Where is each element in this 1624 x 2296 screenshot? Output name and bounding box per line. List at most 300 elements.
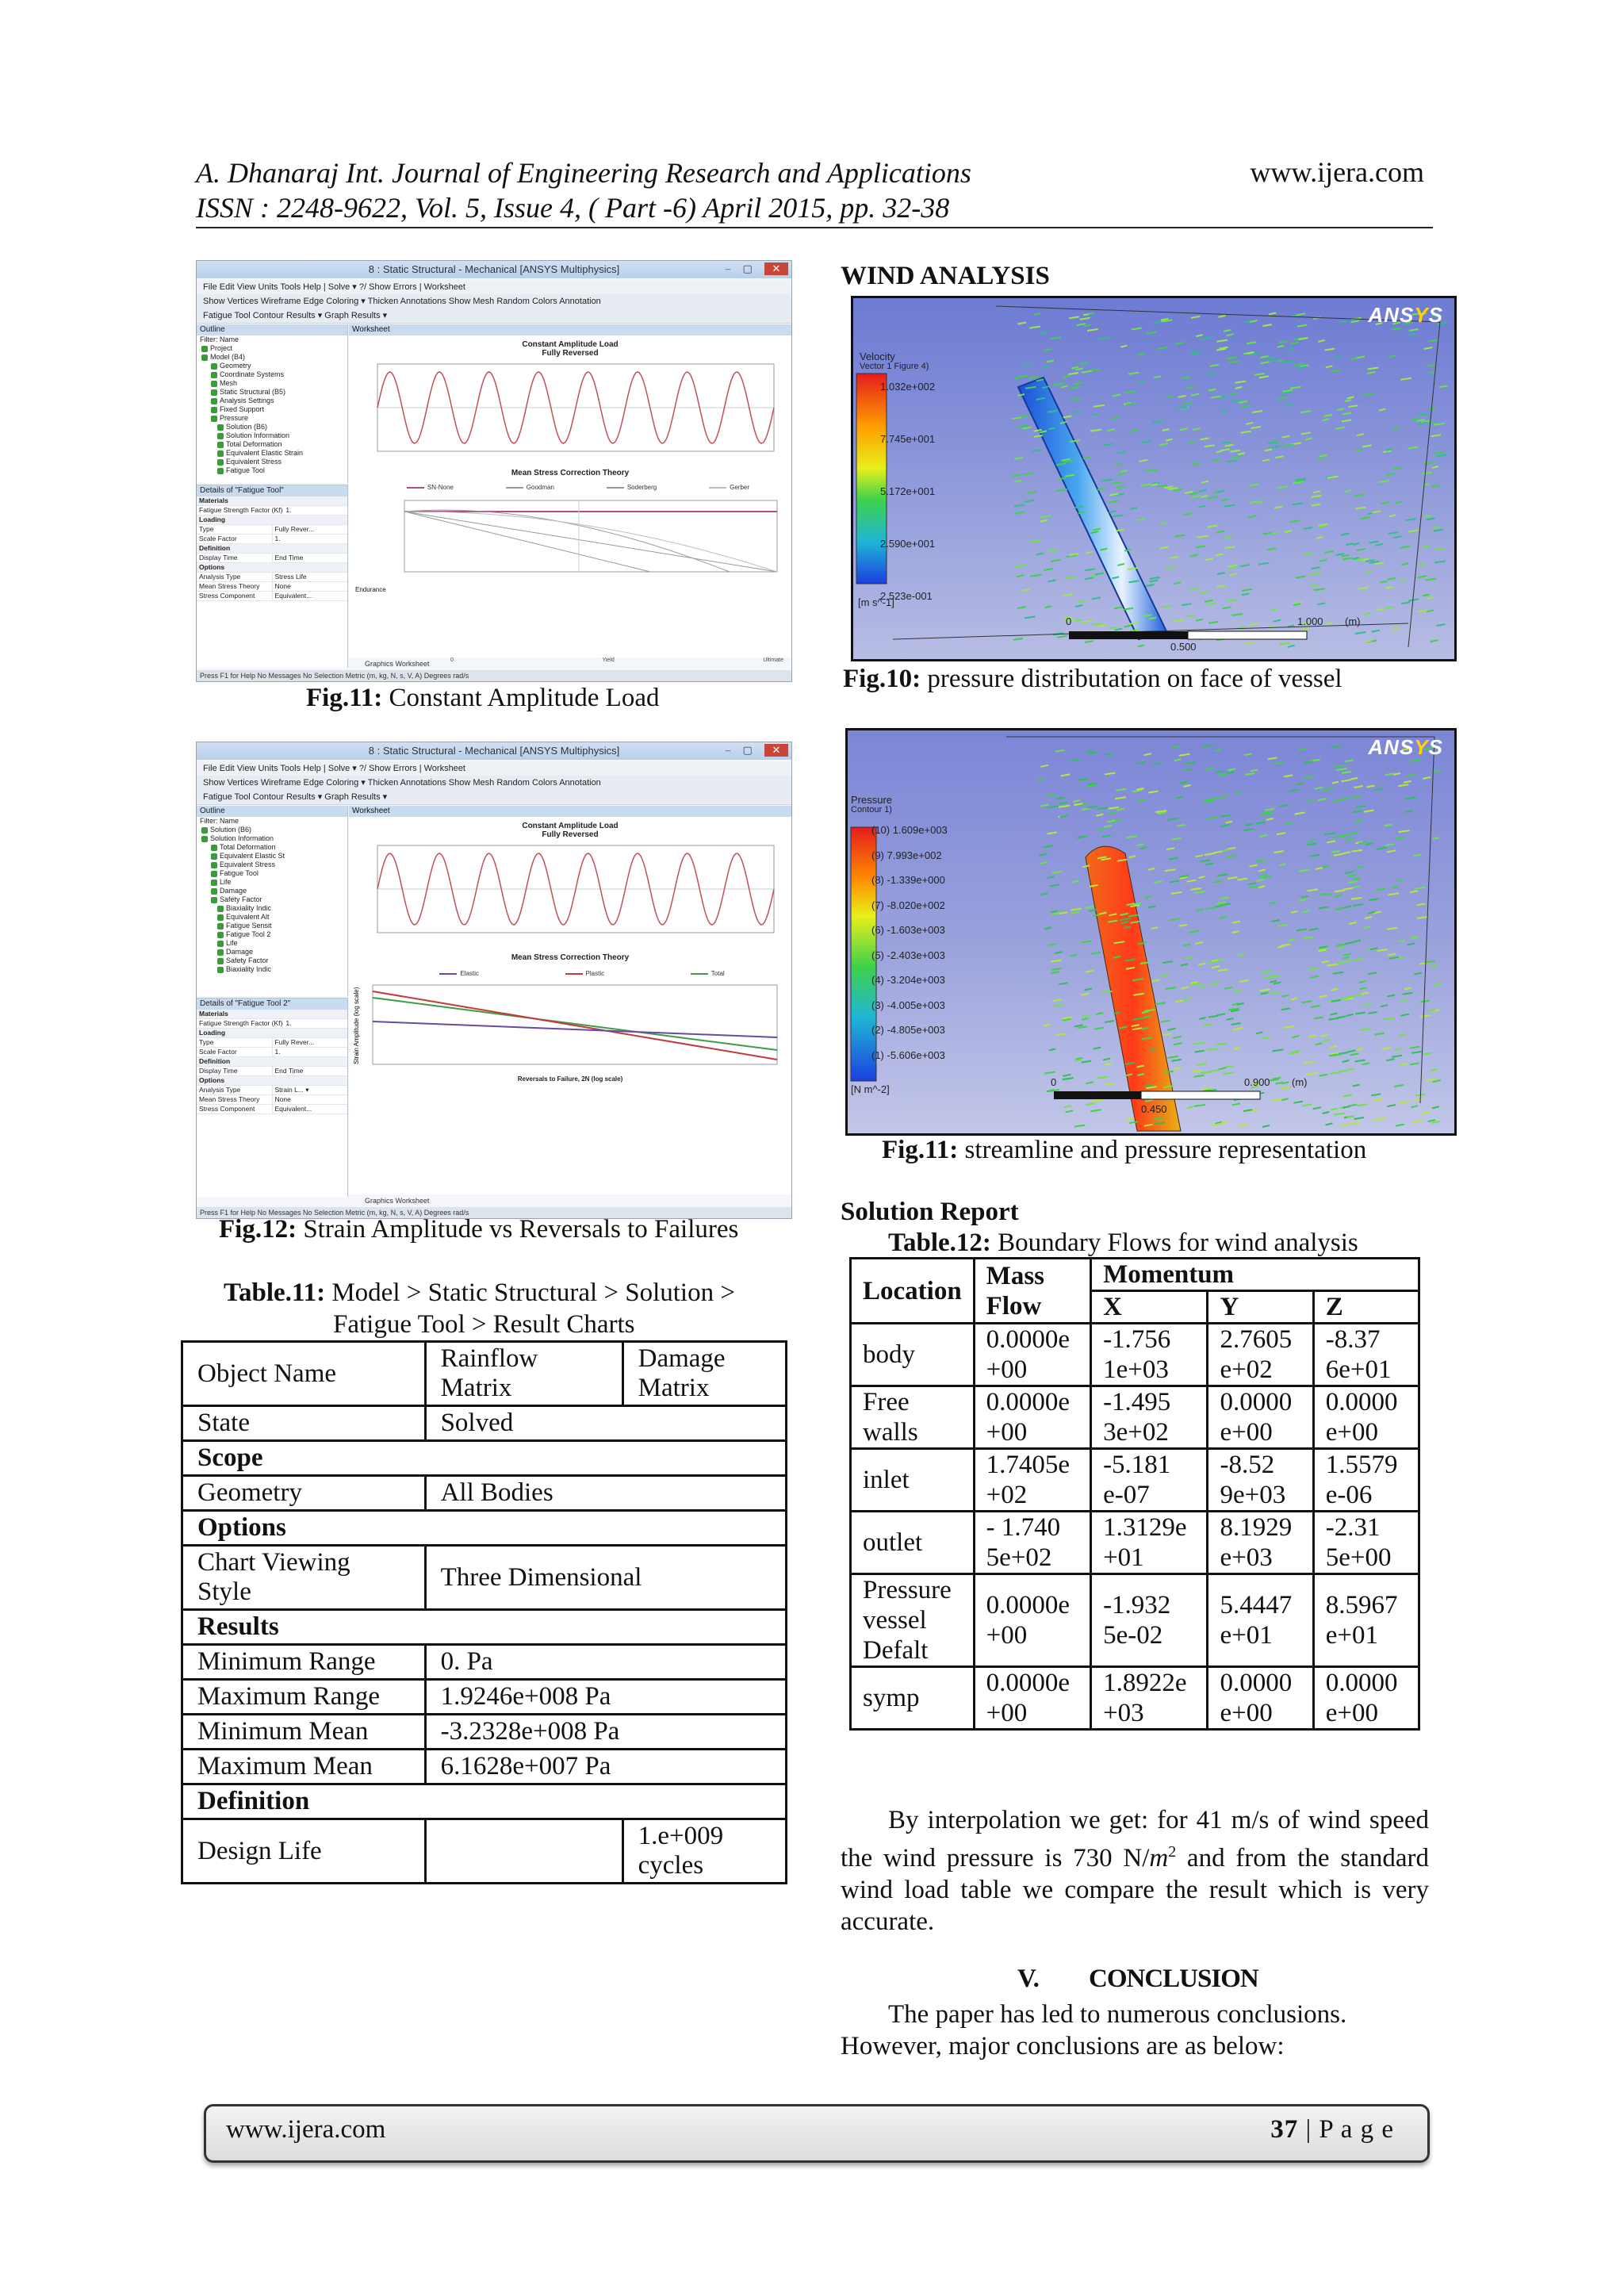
flow-vector <box>1349 1122 1360 1124</box>
flow-vector <box>1130 508 1137 509</box>
tree-node: Fatigue Tool 2 <box>197 930 347 939</box>
cell-mass: 0.0000e +00 <box>974 1386 1090 1449</box>
flow-vector <box>1248 516 1256 517</box>
flow-vector <box>1061 774 1070 776</box>
details-row <box>197 1019 347 1029</box>
cell-y: 0.0000 e+00 <box>1208 1386 1313 1449</box>
flow-vector <box>1395 1048 1402 1050</box>
legend-level: (10) 1.609e+003 <box>871 824 948 836</box>
flow-vector <box>1148 792 1158 793</box>
flow-vector <box>1344 490 1351 492</box>
flow-vector <box>1274 851 1284 853</box>
table-row <box>182 1406 787 1441</box>
flow-vector <box>1143 896 1151 898</box>
flow-vector <box>1377 848 1387 849</box>
flow-vector <box>1399 1102 1409 1103</box>
flow-vector <box>1310 855 1320 857</box>
tree-node: Static Structural (B5) <box>197 388 347 397</box>
flow-vector <box>1190 493 1198 495</box>
flow-vector <box>1342 420 1351 422</box>
flow-vector <box>1271 532 1278 534</box>
footer-website[interactable]: www.ijera.com <box>226 2115 386 2144</box>
worksheet-title: Worksheet <box>349 806 791 817</box>
details-key: Loading <box>199 1029 226 1037</box>
flow-vector <box>1261 362 1270 363</box>
tree-node-icon <box>201 346 208 352</box>
table-row <box>182 1680 787 1715</box>
flow-vector <box>1038 779 1045 780</box>
flow-vector <box>1431 435 1441 436</box>
flow-vector <box>1170 858 1179 860</box>
flow-vector <box>1020 375 1028 377</box>
flow-vector <box>1434 561 1446 562</box>
flow-vector <box>1361 517 1369 519</box>
flow-vector <box>1101 480 1113 481</box>
flow-vector <box>1166 396 1174 397</box>
strain-legend <box>396 970 768 977</box>
flow-vector <box>1411 1052 1422 1053</box>
flow-vector <box>1410 1047 1419 1048</box>
details-value: 1. <box>272 1048 348 1056</box>
tree-node: Model (B4) <box>197 353 347 362</box>
flow-vector <box>1308 1035 1316 1037</box>
row-label: Object Name <box>182 1342 426 1406</box>
tree-node: Solution Information <box>197 834 347 843</box>
issn-line: ISSN : 2248-9622, Vol. 5, Issue 4, ( Part -6) April 2015, pp. 32-38 <box>196 192 950 224</box>
tree-node: Solution (B6) <box>197 826 347 834</box>
row-label: Minimum Mean <box>182 1715 426 1750</box>
flow-vector <box>1328 1018 1339 1020</box>
flow-vector <box>1282 436 1290 438</box>
tree-node-icon <box>211 381 217 387</box>
tree-node-icon <box>211 407 217 413</box>
flow-vector <box>1136 844 1143 845</box>
flow-vector <box>1357 549 1366 550</box>
flow-vector <box>1220 815 1231 817</box>
row-label: Design Life <box>182 1819 426 1884</box>
tree-node: Solution (B6) <box>197 423 347 431</box>
flow-vector <box>1304 937 1312 938</box>
flow-vector <box>1423 777 1431 779</box>
flow-vector <box>1339 321 1346 323</box>
flow-vector <box>1336 554 1344 555</box>
flow-vector <box>1293 1036 1300 1037</box>
flow-vector <box>1334 854 1343 856</box>
flow-vector <box>1195 942 1203 944</box>
legend-level: (7) -8.020e+002 <box>871 899 945 911</box>
flow-vector <box>1172 1060 1182 1061</box>
flow-vector <box>1331 1046 1337 1048</box>
flow-vector <box>1380 1118 1386 1120</box>
flow-vector <box>1345 760 1354 761</box>
flow-vector <box>1095 573 1104 575</box>
flow-vector <box>1311 585 1318 586</box>
flow-vector <box>1045 1072 1055 1074</box>
flow-vector <box>1326 1123 1333 1125</box>
flow-vector <box>1165 869 1176 871</box>
status-bar: Press F1 for Help No Messages No Selection Metric (m, kg, N, s, V, A) Degrees rad/s <box>197 670 791 681</box>
flow-vector <box>1040 862 1047 864</box>
flow-vector <box>1240 565 1250 566</box>
flow-vector <box>1343 954 1351 956</box>
view-tabs: Graphics Worksheet <box>365 660 430 668</box>
flow-vector <box>1212 797 1221 799</box>
flow-vector <box>1309 929 1319 930</box>
flow-vector <box>1114 607 1123 608</box>
legend-swatch <box>407 487 424 489</box>
tree-node-icon <box>217 941 224 947</box>
ansys-logo: ANSYS <box>1368 735 1443 759</box>
legend-level: (2) -4.805e+003 <box>871 1024 945 1036</box>
flow-vector <box>1073 800 1080 802</box>
fig-caption-text: streamline and pressure representation <box>958 1136 1367 1164</box>
tree-node: Equivalent Alt <box>197 913 347 922</box>
flow-vector <box>1274 983 1281 984</box>
details-key: Definition <box>199 1057 231 1065</box>
flow-vector <box>1118 473 1124 475</box>
flow-vector <box>1092 414 1098 416</box>
flow-vector <box>1097 1077 1109 1079</box>
flow-vector <box>1174 1043 1182 1045</box>
flow-vector <box>1417 420 1425 421</box>
flow-vector <box>1074 1125 1085 1127</box>
flow-vector <box>1307 843 1317 845</box>
flow-vector <box>1141 485 1151 486</box>
flow-vector <box>1211 397 1221 398</box>
flow-vector <box>1052 999 1062 1001</box>
flow-vector <box>1349 922 1357 924</box>
flow-vector <box>1389 355 1396 357</box>
flow-vector <box>1347 1050 1355 1052</box>
flow-vector <box>1353 558 1359 559</box>
flow-vector <box>1085 641 1094 642</box>
flow-vector <box>1396 1125 1404 1126</box>
flow-vector <box>1345 400 1352 401</box>
legend-unit: [m s^-1] <box>858 596 894 608</box>
flow-vector <box>1224 505 1235 507</box>
flow-vector <box>1229 362 1239 363</box>
worksheet-pane <box>349 324 791 657</box>
cell-mass: 0.0000e +00 <box>974 1574 1090 1667</box>
flow-vector <box>1358 588 1369 589</box>
flow-vector <box>1313 1107 1321 1109</box>
flow-vector <box>1350 358 1358 359</box>
legend-level: (1) -5.606e+003 <box>871 1048 945 1061</box>
flow-vector <box>1018 323 1027 324</box>
tree-node: Biaxiality Indic <box>197 965 347 974</box>
flow-vector <box>1151 470 1159 471</box>
flow-vector <box>1105 753 1113 755</box>
details-key: Display Time <box>199 1067 238 1075</box>
flow-vector <box>1259 376 1269 378</box>
sine-plot <box>349 839 790 942</box>
msc-title: Mean Stress Correction Theory <box>511 469 630 477</box>
flow-vector <box>1342 1095 1352 1097</box>
flow-vector <box>1380 581 1387 583</box>
flow-vector <box>1277 833 1285 834</box>
flow-vector <box>1285 531 1292 532</box>
details-row <box>197 573 347 582</box>
flow-vector <box>1229 573 1236 575</box>
flow-vector <box>1320 560 1327 562</box>
flow-vector <box>1401 563 1408 565</box>
flow-vector <box>1208 622 1218 623</box>
flow-vector <box>1077 836 1087 838</box>
flow-vector <box>1054 1004 1064 1006</box>
flow-vector <box>1017 607 1026 608</box>
flow-vector <box>1391 887 1399 888</box>
tree-node-icon <box>201 355 208 361</box>
axis-tick-label: 0 <box>450 657 454 663</box>
tree-node: Solution Information <box>197 431 347 440</box>
legend-level: (9) 7.993e+002 <box>871 849 942 861</box>
flow-vector <box>1224 987 1233 989</box>
flow-vector <box>1297 366 1307 368</box>
flow-vector <box>1332 782 1339 784</box>
flow-vector <box>1248 883 1256 884</box>
flow-vector <box>1194 1042 1205 1044</box>
flow-vector <box>1258 563 1269 565</box>
flow-vector <box>1342 834 1352 836</box>
flow-vector <box>1203 1024 1212 1025</box>
flow-vector <box>1336 944 1346 945</box>
flow-vector <box>1318 340 1324 342</box>
flow-vector <box>1270 981 1277 983</box>
flow-vector <box>1272 1099 1282 1101</box>
flow-vector <box>1124 626 1132 627</box>
flow-vector <box>1340 1125 1348 1126</box>
row-value: 1.9246e+008 Pa <box>425 1680 786 1715</box>
flow-vector <box>1201 496 1208 497</box>
para-text-2: and from the standard wind load table we compare the result which is very accurate. <box>841 1844 1429 1936</box>
tree-node-icon <box>211 845 217 851</box>
flow-vector <box>1399 956 1405 958</box>
conclusion-line2: However, major conclusions are as below: <box>841 2032 1285 2060</box>
flow-vector <box>1365 560 1374 562</box>
flow-vector <box>1415 887 1425 889</box>
flow-vector <box>1233 991 1242 992</box>
flow-vector <box>1327 841 1335 842</box>
flow-vector <box>1363 927 1371 929</box>
flow-vector <box>1166 848 1174 849</box>
details-value: Fully Rever... <box>272 1038 348 1047</box>
flow-vector <box>1335 427 1345 429</box>
flow-vector <box>1412 1121 1423 1122</box>
table-row <box>182 1645 787 1680</box>
flow-vector <box>1235 792 1243 793</box>
flow-vector <box>1416 904 1425 906</box>
flow-vector <box>1032 450 1042 451</box>
flow-vector <box>1198 987 1205 988</box>
flow-vector <box>1258 875 1267 876</box>
flow-vector <box>1426 579 1437 581</box>
cell-loc: symp <box>851 1667 975 1730</box>
flow-vector <box>1074 1060 1082 1061</box>
flow-vector <box>1266 818 1274 820</box>
flow-vector <box>1115 797 1126 799</box>
flow-vector <box>1249 623 1258 625</box>
flow-vector <box>1040 332 1048 333</box>
flow-vector <box>1239 980 1248 982</box>
flow-vector <box>1207 1048 1217 1050</box>
flow-vector <box>1061 386 1068 388</box>
legend-swatch <box>709 487 726 489</box>
details-row <box>197 592 347 601</box>
flow-vector <box>1366 786 1374 788</box>
cell-x: -5.181 e-07 <box>1091 1449 1208 1512</box>
flow-vector <box>1033 313 1040 315</box>
axis-tick-label: Ultimate <box>763 657 783 663</box>
flow-vector <box>1223 607 1231 608</box>
tree-node: Biaxiality Indic <box>197 904 347 913</box>
flow-vector <box>1105 1021 1114 1022</box>
flow-vector <box>1029 327 1040 328</box>
flow-vector <box>1277 360 1284 362</box>
flow-vector <box>1272 920 1281 922</box>
flow-vector <box>1351 832 1358 834</box>
flow-vector <box>1078 1026 1087 1028</box>
flow-vector <box>1151 927 1159 929</box>
flow-vector <box>1187 880 1197 882</box>
flow-vector <box>1401 602 1410 604</box>
flow-vector <box>1075 605 1082 607</box>
flow-vector <box>1051 911 1058 913</box>
flow-vector <box>1418 576 1427 577</box>
flow-vector <box>1242 593 1250 595</box>
flow-vector <box>1174 582 1181 584</box>
flow-vector <box>1015 512 1025 514</box>
flow-vector <box>1270 447 1281 448</box>
flow-vector <box>1289 1052 1299 1054</box>
flow-vector <box>1331 989 1339 991</box>
journal-website[interactable]: www.ijera.com <box>1250 156 1424 188</box>
flow-vector <box>1154 322 1160 324</box>
tree-node: Fixed Support <box>197 405 347 414</box>
flow-vector <box>1299 899 1306 901</box>
tree-node-icon <box>211 389 217 396</box>
velocity-field <box>853 298 1454 659</box>
cell-x: -1.756 1e+03 <box>1091 1324 1208 1386</box>
flow-vector <box>1406 811 1413 812</box>
strain-xlabel: Reversals to Failure, 2N (log scale) <box>517 1075 623 1083</box>
filter-row: Filter: Name <box>200 335 239 343</box>
flow-vector <box>1418 611 1427 612</box>
flow-vector <box>1400 1014 1409 1016</box>
cell-y: 8.1929 e+03 <box>1208 1512 1313 1574</box>
flow-vector <box>1435 548 1445 550</box>
flow-vector <box>1109 627 1117 629</box>
fig11-right-caption <box>882 1134 1366 1166</box>
para-unit: m <box>1149 1844 1169 1872</box>
flow-vector <box>1339 947 1345 949</box>
flow-vector <box>1187 442 1194 443</box>
flow-vector <box>1224 1072 1234 1074</box>
flow-vector <box>1285 822 1293 824</box>
flow-vector <box>1072 880 1078 882</box>
flow-vector <box>1290 387 1301 389</box>
flow-vector <box>1090 1110 1101 1111</box>
flow-vector <box>1228 877 1238 879</box>
flow-vector <box>1297 325 1307 327</box>
flow-vector <box>1042 366 1049 368</box>
flow-vector <box>1331 1109 1338 1110</box>
flow-vector <box>1070 955 1077 956</box>
flow-vector <box>1423 595 1430 596</box>
flow-vector <box>1246 423 1253 424</box>
flow-vector <box>1400 546 1411 548</box>
flow-vector <box>1260 356 1268 358</box>
legend-sub: Contour 1) <box>851 805 892 815</box>
flow-vector <box>1220 917 1227 918</box>
fig10-caption <box>843 663 1342 695</box>
flow-vector <box>1393 536 1401 538</box>
flow-vector <box>1191 496 1201 497</box>
flow-vector <box>1045 606 1052 608</box>
flow-vector <box>1072 412 1082 413</box>
flow-vector <box>1077 324 1086 325</box>
flow-vector <box>1036 553 1044 554</box>
table-caption-text: Boundary Flows for wind analysis <box>990 1228 1358 1257</box>
flow-vector <box>1071 912 1079 914</box>
flow-vector <box>1128 373 1139 374</box>
flow-vector <box>1386 473 1396 475</box>
flow-vector <box>1230 450 1240 452</box>
flow-vector <box>1082 371 1092 373</box>
flow-vector <box>1357 866 1363 868</box>
flow-vector <box>1044 928 1051 930</box>
flow-vector <box>1105 1083 1115 1085</box>
flow-vector <box>1056 798 1065 799</box>
flow-vector <box>1336 769 1347 770</box>
tree-node-icon <box>217 442 224 448</box>
flow-vector <box>1262 876 1272 878</box>
flow-vector <box>1192 463 1200 465</box>
flow-vector <box>1293 604 1300 605</box>
table-row <box>851 1324 1419 1386</box>
flow-vector <box>1150 577 1160 579</box>
flow-vector <box>1387 850 1396 852</box>
flow-vector <box>1179 925 1188 926</box>
cell-z: -8.37 6e+01 <box>1313 1324 1419 1386</box>
flow-vector <box>1082 808 1090 810</box>
flow-vector <box>1051 337 1061 339</box>
details-row <box>197 1067 347 1076</box>
details-title: Details of "Fatigue Tool 2" <box>197 999 347 1010</box>
flow-vector <box>1040 765 1048 767</box>
flow-vector <box>1342 852 1350 853</box>
flow-vector <box>1102 835 1111 837</box>
flow-vector <box>1293 1102 1303 1103</box>
details-key: Loading <box>199 516 226 523</box>
flow-vector <box>1283 445 1293 447</box>
flow-vector <box>1317 458 1325 459</box>
flow-vector <box>1025 616 1036 618</box>
flow-vector <box>1085 569 1095 570</box>
flow-vector <box>1257 880 1264 881</box>
flow-vector <box>1323 788 1333 790</box>
flow-vector <box>1245 642 1254 644</box>
flow-vector <box>1205 768 1214 769</box>
flow-vector <box>1433 983 1442 985</box>
details-key: Type <box>199 525 214 533</box>
details-key: Scale Factor <box>199 1048 237 1056</box>
flow-vector <box>1355 508 1365 509</box>
flow-vector <box>1271 608 1278 610</box>
flow-vector <box>1239 1125 1248 1126</box>
flow-vector <box>1280 642 1290 644</box>
tree-node: Safety Factor <box>197 895 347 904</box>
tree-node-icon <box>217 932 224 938</box>
